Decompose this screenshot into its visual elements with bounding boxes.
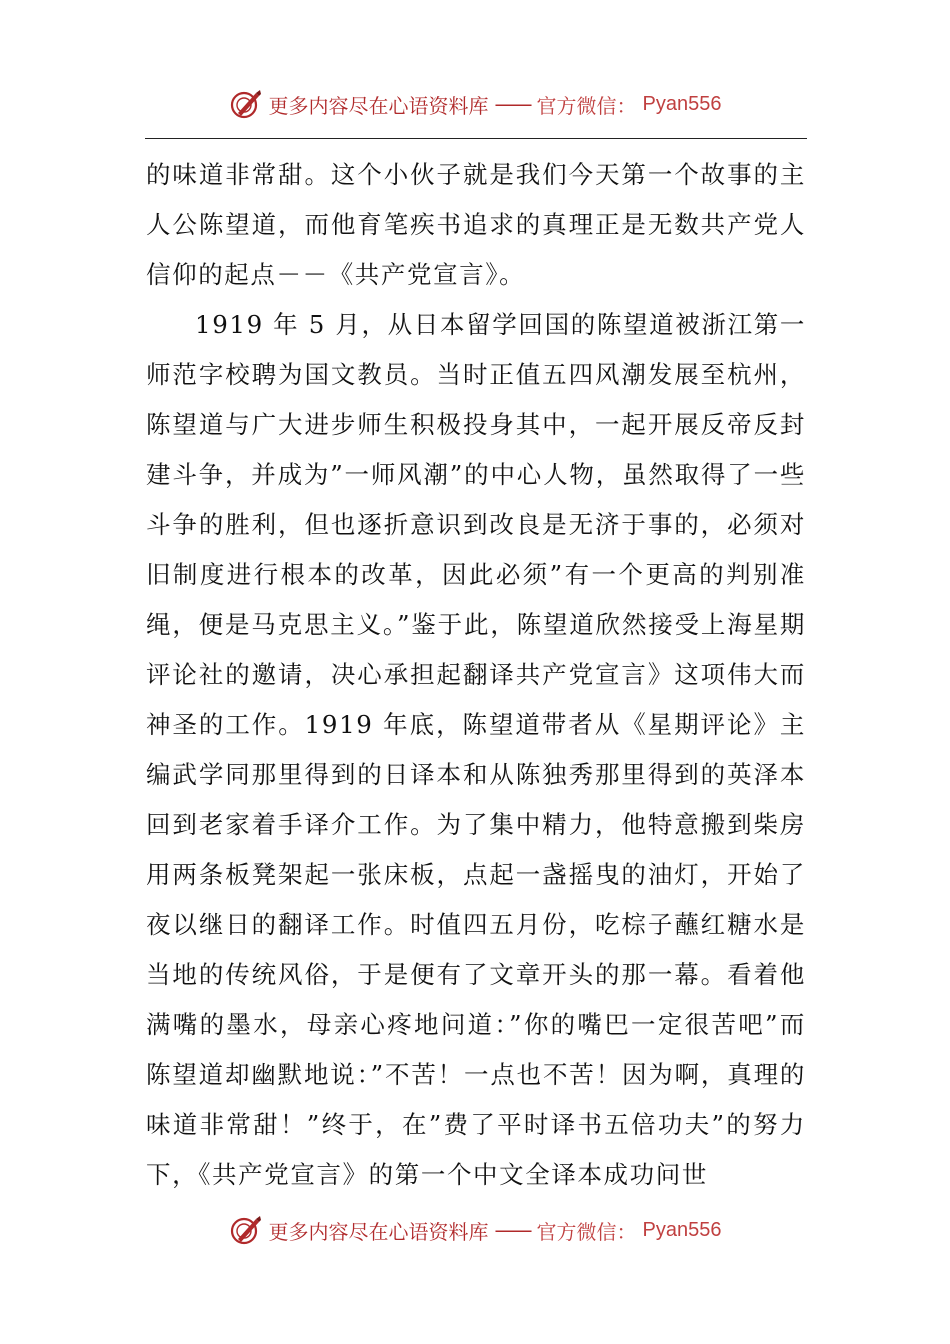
footer-wechat-label: 官方微信： bbox=[536, 1219, 637, 1244]
header-wechat-label: 官方微信： bbox=[536, 93, 637, 118]
header-divider bbox=[145, 138, 807, 139]
header-banner bbox=[0, 84, 950, 124]
header-slogan: 更多内容尽在心语资料库 bbox=[268, 93, 489, 118]
paragraph-continuation: 的味道非常甜。这个小伙子就是我们今天第一个故事的主人公陈望道，而他育笔疾书追求的真理正是无数共产党人信仰的起点－－《共产党宣言》。 bbox=[146, 160, 806, 289]
header-wechat-id: Pyan556 bbox=[642, 92, 722, 115]
header-dash: —— bbox=[494, 92, 531, 116]
footer-slogan: 更多内容尽在心语资料库 bbox=[268, 1219, 489, 1244]
paragraph-main: 1919 年 5 月，从日本留学回国的陈望道被浙江第一师范字校聘为国文教员。当时正值五四风潮发展至杭州，陈望道与广大进步师生积极投身其中，一起开展反帝反封建斗争，并成为”一师风潮”的中心人物，虽然取得了一些斗争的胜利，但也逐折意识到改良是无济于事的，必须对旧制度进行根本的改革，因此必须”有一个更高的判别准绳，便是马克思主义。”鉴于此，陈望道欣然接受上海星期评论社的邀请，决心承担起翻译共产党宣言》这项伟大而神圣的工作。1919 年底，陈望道带者从《星期评论》主编武学同那里得到的日译本和从陈独秀那里得到的英泽本回到老家着手译介工作。为了集中精力，他特意搬到柴房用两条板凳架起一张床板，点起一盏摇曳的油灯，开始了夜以继日的翻译工作。时值四五月份，吃棕子蘸红糖水是当地的传统风俗，于是便有了文章开头的那一幕。看着他满嘴的墨水，母亲心疼地问道：”你的嘴巴一定很苦吧”而陈望道却幽默地说：”不苦！一点也不苦！因为啊，真理的味道非常甜！”终于，在”费了平时译书五倍功夫”的努力下，《共产党宣言》的第一个中文全译本成功问世 bbox=[146, 310, 806, 1189]
footer-banner bbox=[0, 1210, 950, 1250]
pen-logo-icon bbox=[229, 1213, 263, 1247]
pen-logo-icon bbox=[229, 87, 263, 121]
footer-wechat-id: Pyan556 bbox=[642, 1218, 722, 1241]
document-body bbox=[146, 150, 806, 1200]
footer-dash: —— bbox=[494, 1218, 531, 1242]
